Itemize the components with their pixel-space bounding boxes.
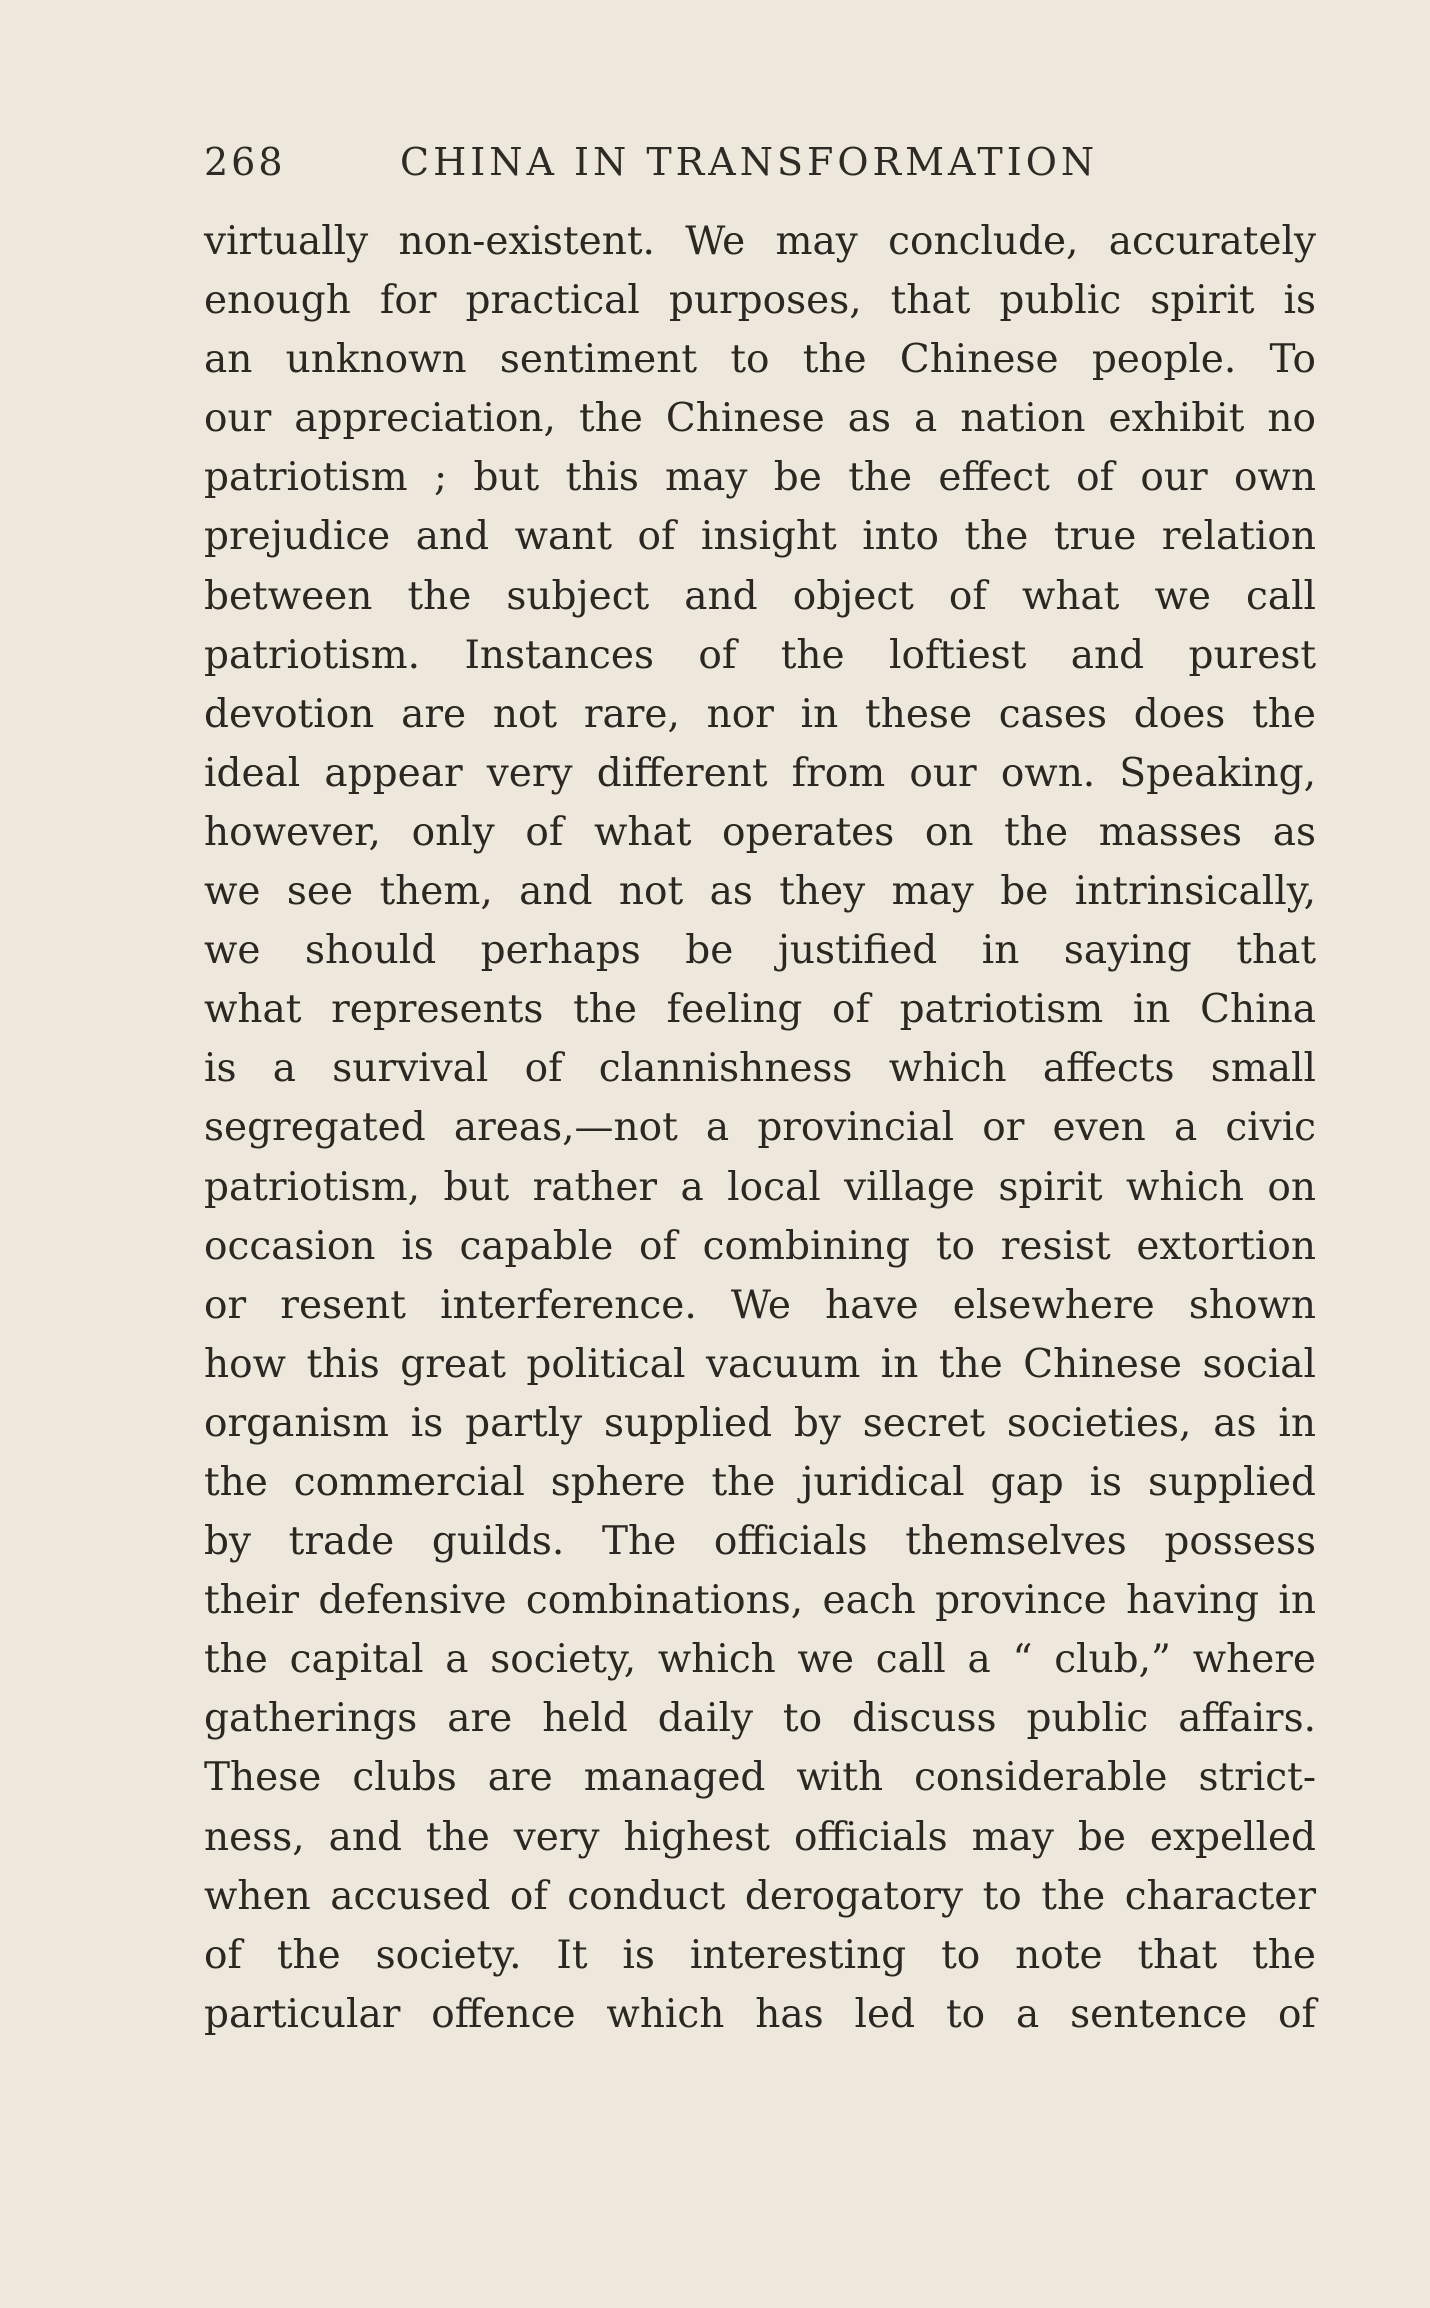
text-line: an unknown sentiment to the Chinese people. To	[204, 337, 1316, 383]
text-line: ideal appear very different from our own. Speaking,	[204, 750, 1316, 796]
running-title: CHINA IN TRANSFORMATION	[400, 140, 1099, 184]
text-line: our appreciation, the Chinese as a nation exhibit no	[204, 396, 1316, 442]
body-text	[204, 212, 1316, 2044]
text-line: occasion is capable of combining to resist extortion	[204, 1223, 1316, 1269]
text-line: we see them, and not as they may be intrinsically,	[204, 869, 1316, 915]
text-line: gatherings are held daily to discuss public affairs.	[204, 1696, 1316, 1742]
text-line: by trade guilds. The officials themselves possess	[204, 1519, 1317, 1565]
text-line: their defensive combinations, each province having in	[204, 1578, 1316, 1624]
text-line: virtually non-existent. We may conclude, accurately	[204, 219, 1316, 264]
text-line: particular offence which has led to a sentence of	[204, 1991, 1316, 2037]
text-line: of the society. It is interesting to note that the	[204, 1932, 1316, 1978]
text-line: devotion are not rare, nor in these cases does the	[204, 691, 1316, 737]
text-line: the capital a society, which we call a “ club,” where	[204, 1637, 1316, 1683]
text-line: what represents the feeling of patriotism in China	[204, 987, 1316, 1033]
text-line: between the subject and object of what we call	[204, 573, 1317, 619]
text-line: enough for practical purposes, that public spirit is	[204, 278, 1316, 324]
text-line: These clubs are managed with considerable strict-	[204, 1755, 1316, 1801]
text-line: ness, and the very highest officials may be expelled	[204, 1814, 1317, 1860]
text-line: patriotism ; but this may be the effect of our own	[204, 455, 1316, 501]
text-line: or resent interference. We have elsewhere shown	[204, 1282, 1316, 1328]
text-line: patriotism. Instances of the loftiest and purest	[204, 632, 1317, 678]
text-line: we should perhaps be justified in saying that	[204, 928, 1316, 974]
text-line: is a survival of clannishness which affects small	[204, 1046, 1316, 1092]
text-line: patriotism, but rather a local village spirit which on	[204, 1164, 1316, 1210]
text-line: how this great political vacuum in the Chinese social	[204, 1341, 1317, 1387]
text-line: segregated areas,—not a provincial or even a civic	[204, 1105, 1317, 1151]
text-line: prejudice and want of insight into the true relation	[204, 514, 1316, 560]
text-line: the commercial sphere the juridical gap is supplied	[204, 1459, 1317, 1505]
text-line: when accused of conduct derogatory to the character	[204, 1873, 1317, 1919]
page-number: 268	[204, 140, 286, 184]
running-head	[204, 136, 1144, 188]
text-line: organism is partly supplied by secret societies, as in	[204, 1400, 1316, 1446]
text-line: however, only of what operates on the masses as	[204, 809, 1316, 855]
